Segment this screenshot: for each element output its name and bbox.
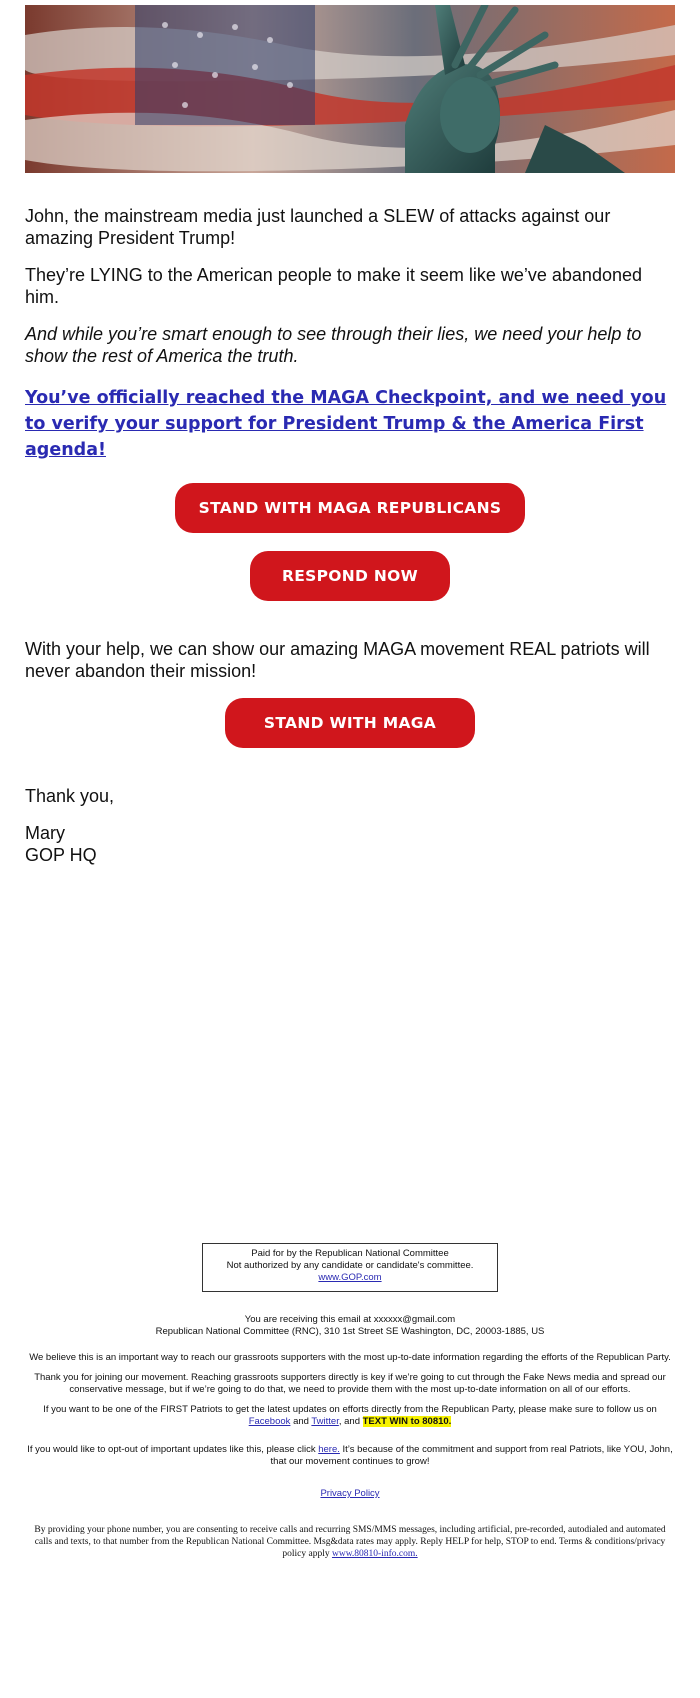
stand-with-maga-republicans-button[interactable]: STAND WITH MAGA REPUBLICANS (175, 483, 525, 533)
sms-disclaimer-text: By providing your phone number, you are consenting to receive calls and recurring SMS/MMS messages, including artificial, pre-recorded, autodialed and automated calls and texts, to that number from the Republican National Committee. Msg&data rates may apply. Reply HELP for help, STOP to end. Terms & conditions/privacy policy apply (34, 1525, 666, 1559)
sms-info-link[interactable]: www.80810-info.com. (331, 1549, 418, 1559)
truth-paragraph: And while you’re smart enough to see through their lies, we need your help to show the rest of America the truth. (25, 324, 642, 366)
thank-you-paragraph: Thank you for joining our movement. Reaching grassroots supporters directly is key if we’re going to cut through the Fake News media and spread our conservative message, but if we’re going to do that, we need to provide them with the most up-to-date information on all of our efforts. (34, 1372, 666, 1395)
maga-checkpoint-link[interactable]: You’ve officially reached the MAGA Checkpoint, and we need you to verify your support for President Trump & the America First agenda! (25, 388, 667, 460)
privacy-policy-link[interactable]: Privacy Policy (320, 1488, 380, 1499)
facebook-link[interactable]: Facebook (248, 1416, 291, 1427)
respond-now-button[interactable]: RESPOND NOW (250, 551, 450, 601)
sms-disclaimer (25, 1524, 675, 1560)
paid-line-2: Not authorized by any candidate or candidate's committee. (226, 1260, 474, 1271)
signer-name: Mary (25, 823, 65, 843)
twitter-link[interactable]: Twitter (311, 1416, 339, 1427)
first-patriots-paragraph (25, 1404, 675, 1428)
hero-banner-image (25, 5, 675, 173)
intro-paragraph: John, the mainstream media just launched a SLEW of attacks against our amazing President Trump! (25, 206, 611, 248)
paid-line-1: Paid for by the Republican National Committee (251, 1248, 449, 1259)
help-paragraph: With your help, we can show our amazing MAGA movement REAL patriots will never abandon their mission! (25, 639, 650, 681)
footer (25, 1243, 675, 1560)
thank-you-text: Thank you, (25, 786, 115, 806)
opt-out-here-link[interactable]: here. (318, 1444, 340, 1455)
opt-out-text: If you would like to opt-out of important updates like this, please click (27, 1444, 316, 1455)
signature (25, 785, 114, 866)
receiving-email-text: You are receiving this email at xxxxxx@gmail.com (244, 1314, 456, 1325)
gop-website-link[interactable]: www.GOP.com (318, 1272, 382, 1283)
first-patriots-text: If you want to be one of the FIRST Patriots to get the latest updates on efforts directly from the Republican Party, please make sure to follow us on (43, 1404, 657, 1415)
and-text-2: , and (338, 1416, 360, 1427)
and-text: and (293, 1416, 309, 1427)
rnc-address: Republican National Committee (RNC), 310 1st Street SE Washington, DC, 20003-1885, US (155, 1326, 545, 1337)
paid-for-box (202, 1243, 498, 1292)
text-win-highlight: TEXT WIN to 80810. (362, 1416, 452, 1427)
believe-paragraph: We believe this is an important way to reach our grassroots supporters with the most up-to-date information regarding the efforts of the Republican Party. (29, 1352, 671, 1363)
lying-paragraph: They’re LYING to the American people to make it seem like we’ve abandoned him. (25, 265, 643, 307)
opt-out-post-text: It’s because of the commitment and support from real Patriots, like YOU, John, that our movement continues to grow! (270, 1444, 673, 1467)
signer-org: GOP HQ (25, 845, 97, 865)
opt-out-paragraph (25, 1444, 675, 1468)
email-body (25, 205, 675, 463)
stand-with-maga-button[interactable]: STAND WITH MAGA (225, 698, 475, 748)
